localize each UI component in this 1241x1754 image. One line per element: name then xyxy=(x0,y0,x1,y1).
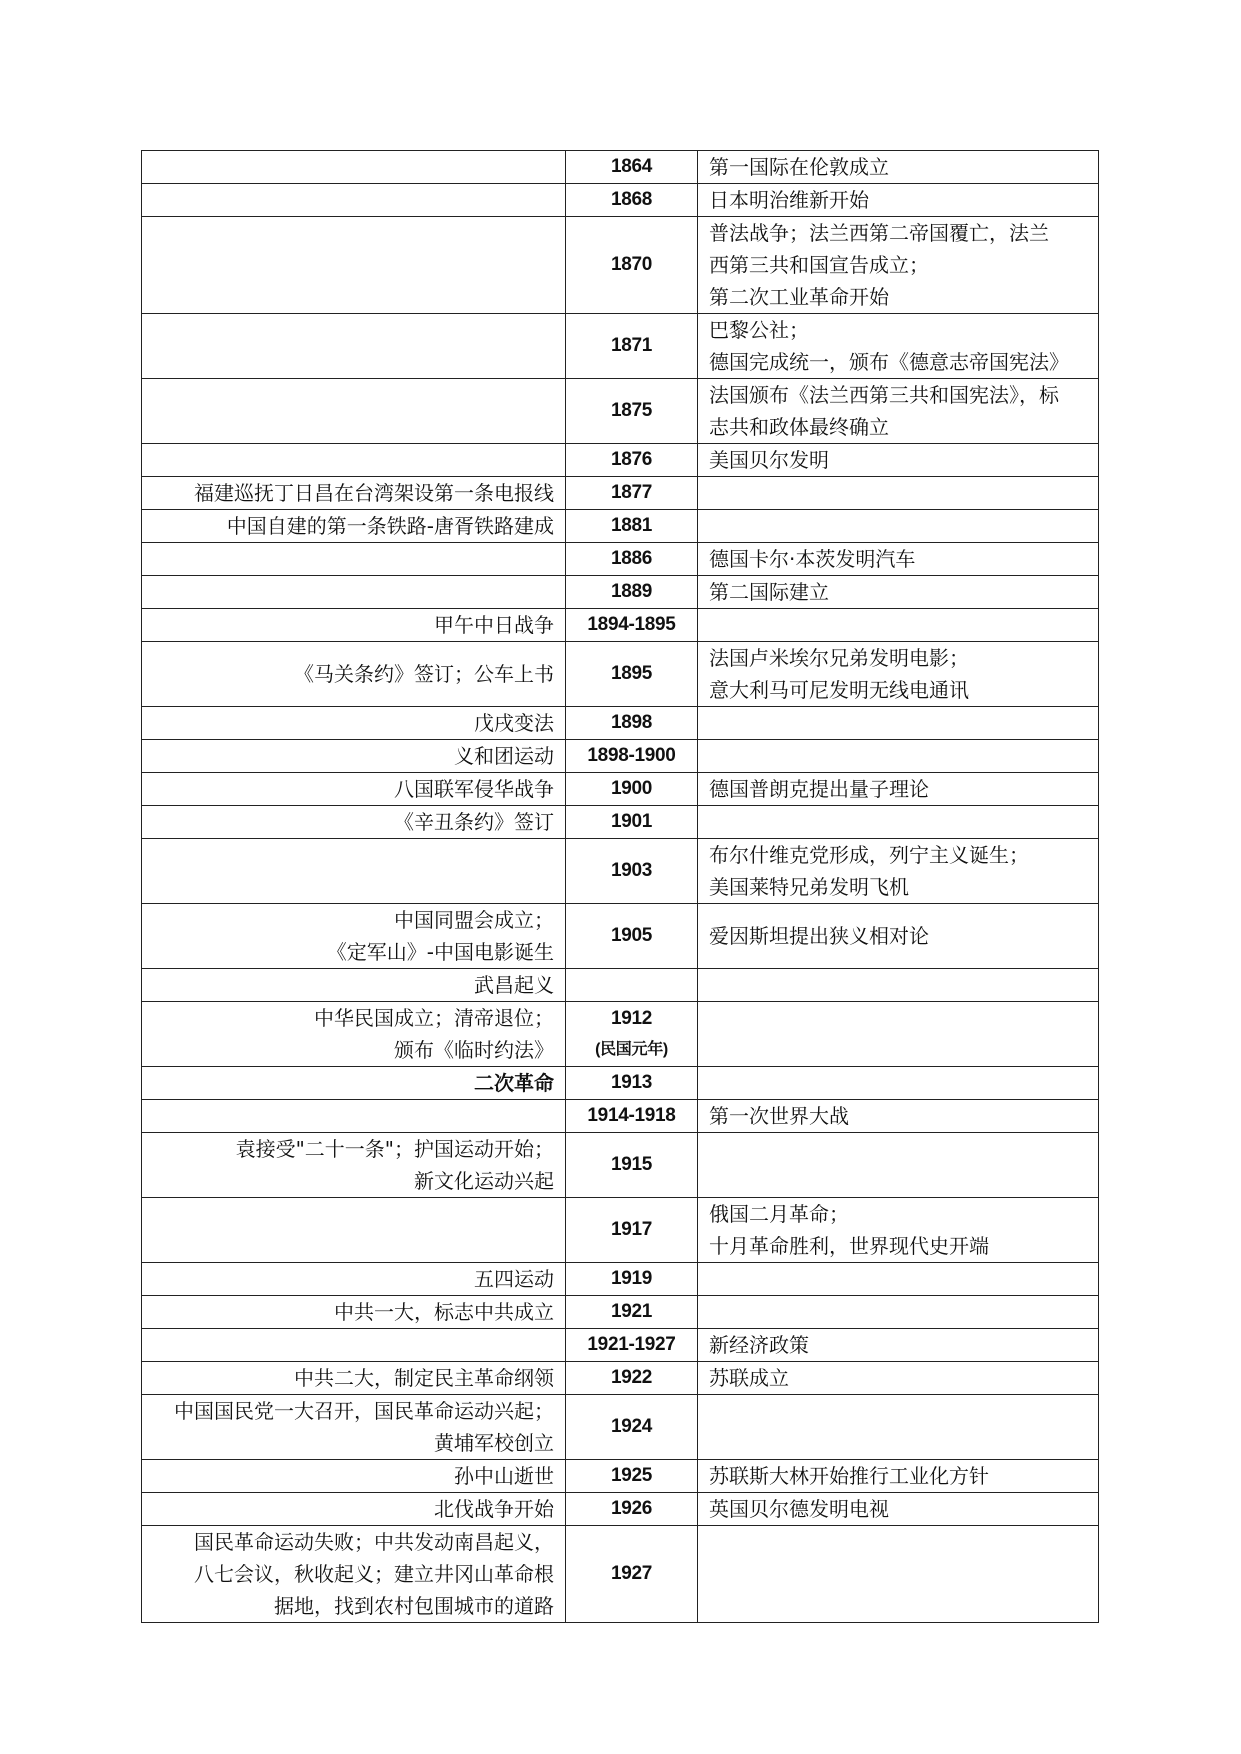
china-event-cell xyxy=(142,576,566,609)
cell-text-line: 新经济政策 xyxy=(709,1333,809,1357)
year-cell xyxy=(566,1526,698,1623)
cell-text-line: 据地，找到农村包围城市的道路 xyxy=(274,1594,554,1618)
cell-text-line: 1919 xyxy=(610,1268,653,1289)
world-event-cell xyxy=(698,576,1099,609)
cell-text-line: 1915 xyxy=(610,1154,653,1175)
cell-text-line: 中华民国成立；清帝退位； xyxy=(314,1006,554,1030)
cell-text-line: 德国卡尔·本茨发明汽车 xyxy=(709,547,916,571)
year-cell xyxy=(566,642,698,707)
year-cell xyxy=(566,1100,698,1133)
year-cell xyxy=(566,773,698,806)
table-row xyxy=(142,1263,1099,1296)
table-row xyxy=(142,1329,1099,1362)
cell-text-line: 1875 xyxy=(610,400,653,421)
cell-text-line: 1895 xyxy=(610,663,653,684)
year-cell xyxy=(566,379,698,444)
china-event-cell xyxy=(142,1198,566,1263)
table-row xyxy=(142,1133,1099,1198)
year-cell xyxy=(566,1395,698,1460)
cell-text-line: 1886 xyxy=(610,548,653,569)
cell-text-line: 美国莱特兄弟发明飞机 xyxy=(709,875,909,899)
china-event-cell xyxy=(142,1133,566,1198)
world-event-cell xyxy=(698,184,1099,217)
cell-text-line: 1876 xyxy=(610,449,653,470)
world-event-cell xyxy=(698,1329,1099,1362)
world-event-cell xyxy=(698,707,1099,740)
year-cell xyxy=(566,740,698,773)
china-event-cell xyxy=(142,773,566,806)
table-row xyxy=(142,1100,1099,1133)
year-cell xyxy=(566,1362,698,1395)
year-cell xyxy=(566,1133,698,1198)
cell-text-line: 第一国际在伦敦成立 xyxy=(709,155,889,179)
cell-text-line: 日本明治维新开始 xyxy=(709,188,869,212)
table-row xyxy=(142,184,1099,217)
cell-text-line: 1901 xyxy=(610,811,653,832)
table-row xyxy=(142,379,1099,444)
world-event-cell xyxy=(698,969,1099,1002)
year-cell xyxy=(566,217,698,314)
china-event-cell xyxy=(142,314,566,379)
table-row xyxy=(142,609,1099,642)
cell-text-line: 巴黎公社； xyxy=(709,318,809,342)
cell-text-line: 中共二大，制定民主革命纲领 xyxy=(294,1366,554,1390)
cell-text-line: 中国同盟会成立； xyxy=(394,908,554,932)
cell-text-line: 二次革命 xyxy=(474,1071,554,1095)
world-event-cell xyxy=(698,314,1099,379)
world-event-cell xyxy=(698,773,1099,806)
world-event-cell xyxy=(698,904,1099,969)
table-row xyxy=(142,576,1099,609)
cell-text-line: 第一次世界大战 xyxy=(709,1104,849,1128)
year-cell xyxy=(566,1198,698,1263)
china-event-cell xyxy=(142,510,566,543)
table-row xyxy=(142,510,1099,543)
cell-text-line: 1917 xyxy=(610,1219,653,1240)
china-event-cell xyxy=(142,969,566,1002)
world-event-cell xyxy=(698,543,1099,576)
table-row xyxy=(142,839,1099,904)
cell-text-line: 法国颁布《法兰西第三共和国宪法》，标 xyxy=(709,383,1059,407)
world-event-cell xyxy=(698,510,1099,543)
cell-text-line: 1894-1895 xyxy=(587,614,676,635)
cell-text-line: 北伐战争开始 xyxy=(434,1497,554,1521)
year-cell xyxy=(566,707,698,740)
timeline-body xyxy=(142,151,1099,1623)
china-event-cell xyxy=(142,1002,566,1067)
world-event-cell xyxy=(698,477,1099,510)
world-event-cell xyxy=(698,1526,1099,1623)
table-row xyxy=(142,773,1099,806)
table-row xyxy=(142,707,1099,740)
year-cell xyxy=(566,510,698,543)
cell-text-line: 1921 xyxy=(610,1301,653,1322)
world-event-cell xyxy=(698,1067,1099,1100)
cell-text-line: 八国联军侵华战争 xyxy=(394,777,554,801)
year-cell xyxy=(566,1067,698,1100)
cell-text-line: 英国贝尔德发明电视 xyxy=(709,1497,889,1521)
world-event-cell xyxy=(698,379,1099,444)
china-event-cell xyxy=(142,1460,566,1493)
cell-text-line: 中国自建的第一条铁路-唐胥铁路建成 xyxy=(226,514,554,538)
china-event-cell xyxy=(142,184,566,217)
year-cell xyxy=(566,1493,698,1526)
year-cell xyxy=(566,1329,698,1362)
cell-text-line: 1912 xyxy=(610,1008,653,1029)
year-cell xyxy=(566,477,698,510)
china-event-cell xyxy=(142,1263,566,1296)
cell-text-line: 布尔什维克党形成，列宁主义诞生； xyxy=(709,843,1029,867)
cell-text-line: 德国普朗克提出量子理论 xyxy=(709,777,929,801)
year-cell xyxy=(566,806,698,839)
china-event-cell xyxy=(142,217,566,314)
world-event-cell xyxy=(698,642,1099,707)
cell-text-line: 第二次工业革命开始 xyxy=(709,285,889,309)
year-note: (民国元年) xyxy=(595,1041,668,1058)
cell-text-line: 1921-1927 xyxy=(587,1334,676,1355)
cell-text-line: 中国国民党一大召开，国民革命运动兴起； xyxy=(174,1399,554,1423)
table-row xyxy=(142,444,1099,477)
cell-text-line: 法国卢米埃尔兄弟发明电影； xyxy=(709,646,969,670)
cell-text-line: 西第三共和国宣告成立； xyxy=(709,253,929,277)
china-event-cell xyxy=(142,379,566,444)
cell-text-line: 国民革命运动失败；中共发动南昌起义， xyxy=(194,1530,554,1554)
cell-text-line: 孙中山逝世 xyxy=(454,1464,554,1488)
cell-text-line: 苏联成立 xyxy=(709,1366,789,1390)
table-row xyxy=(142,477,1099,510)
cell-text-line: 中共一大，标志中共成立 xyxy=(334,1300,554,1324)
cell-text-line: 《马关条约》签订；公车上书 xyxy=(294,662,554,686)
cell-text-line: 1877 xyxy=(610,482,653,503)
cell-text-line: 福建巡抚丁日昌在台湾架设第一条电报线 xyxy=(194,481,554,505)
china-event-cell xyxy=(142,543,566,576)
table-row xyxy=(142,1460,1099,1493)
cell-text-line: 意大利马可尼发明无线电通讯 xyxy=(709,678,969,702)
china-event-cell xyxy=(142,1100,566,1133)
cell-text-line: 1870 xyxy=(610,254,653,275)
world-event-cell xyxy=(698,1198,1099,1263)
cell-text-line: 《辛丑条约》签订 xyxy=(394,810,554,834)
year-cell xyxy=(566,609,698,642)
world-event-cell xyxy=(698,1493,1099,1526)
china-event-cell xyxy=(142,1526,566,1623)
cell-text-line: 1881 xyxy=(610,515,653,536)
cell-text-line: 1868 xyxy=(610,189,653,210)
table-row xyxy=(142,314,1099,379)
cell-text-line: 志共和政体最终确立 xyxy=(709,415,889,439)
cell-text-line: 十月革命胜利，世界现代史开端 xyxy=(709,1234,989,1258)
world-event-cell xyxy=(698,1133,1099,1198)
table-row xyxy=(142,969,1099,1002)
cell-text-line: 爱因斯坦提出狭义相对论 xyxy=(709,924,929,948)
cell-text-line: 1905 xyxy=(610,925,653,946)
cell-text-line: 1898 xyxy=(610,712,653,733)
china-event-cell xyxy=(142,904,566,969)
world-event-cell xyxy=(698,609,1099,642)
cell-text-line: 俄国二月革命； xyxy=(709,1202,849,1226)
china-event-cell xyxy=(142,839,566,904)
table-row xyxy=(142,1362,1099,1395)
china-event-cell xyxy=(142,1296,566,1329)
table-row xyxy=(142,1002,1099,1067)
cell-text-line: 义和团运动 xyxy=(454,744,554,768)
cell-text-line: 1914-1918 xyxy=(587,1105,676,1126)
cell-text-line: 1898-1900 xyxy=(587,745,676,766)
world-event-cell xyxy=(698,740,1099,773)
cell-text-line: 德国完成统一，颁布《德意志帝国宪法》 xyxy=(709,350,1069,374)
table-row xyxy=(142,1526,1099,1623)
table-row xyxy=(142,1296,1099,1329)
cell-text-line: 八七会议，秋收起义；建立井冈山革命根 xyxy=(194,1562,554,1586)
cell-text-line: 1871 xyxy=(610,335,653,356)
world-event-cell xyxy=(698,1263,1099,1296)
cell-text-line: 武昌起义 xyxy=(474,973,554,997)
china-event-cell xyxy=(142,1493,566,1526)
china-event-cell xyxy=(142,444,566,477)
year-cell xyxy=(566,576,698,609)
china-event-cell xyxy=(142,1067,566,1100)
cell-text-line: 1926 xyxy=(610,1498,653,1519)
year-cell xyxy=(566,444,698,477)
cell-text-line: 甲午中日战争 xyxy=(434,613,554,637)
table-row xyxy=(142,1198,1099,1263)
world-event-cell xyxy=(698,1002,1099,1067)
cell-text-line: 黄埔军校创立 xyxy=(434,1431,554,1455)
cell-text-line: 1913 xyxy=(610,1072,653,1093)
table-row xyxy=(142,543,1099,576)
table-row xyxy=(142,1493,1099,1526)
world-event-cell xyxy=(698,444,1099,477)
cell-text-line: 袁接受"二十一条"；护国运动开始； xyxy=(235,1137,554,1161)
china-event-cell xyxy=(142,740,566,773)
cell-text-line: 1889 xyxy=(610,581,653,602)
world-event-cell xyxy=(698,151,1099,184)
table-row xyxy=(142,1067,1099,1100)
year-cell xyxy=(566,904,698,969)
table-row xyxy=(142,642,1099,707)
china-event-cell xyxy=(142,1395,566,1460)
cell-text-line: 1925 xyxy=(610,1465,653,1486)
cell-text-line: 1900 xyxy=(610,778,653,799)
world-event-cell xyxy=(698,1296,1099,1329)
world-event-cell xyxy=(698,1362,1099,1395)
history-timeline-table xyxy=(141,150,1099,1623)
cell-text-line: 美国贝尔发明 xyxy=(709,448,829,472)
cell-text-line: 《定军山》-中国电影诞生 xyxy=(326,940,554,964)
table-row xyxy=(142,217,1099,314)
cell-text-line: 1927 xyxy=(610,1563,653,1584)
world-event-cell xyxy=(698,839,1099,904)
cell-text-line: 1924 xyxy=(610,1416,653,1437)
china-event-cell xyxy=(142,1362,566,1395)
cell-text-line: 戊戌变法 xyxy=(474,711,554,735)
cell-text-line: 1903 xyxy=(610,860,653,881)
cell-text-line: 1864 xyxy=(610,156,653,177)
cell-text-line: 第二国际建立 xyxy=(709,580,829,604)
year-cell xyxy=(566,1263,698,1296)
cell-text-line: 苏联斯大林开始推行工业化方针 xyxy=(709,1464,989,1488)
table-row xyxy=(142,806,1099,839)
year-cell xyxy=(566,184,698,217)
cell-text-line: 1922 xyxy=(610,1367,653,1388)
china-event-cell xyxy=(142,806,566,839)
china-event-cell xyxy=(142,609,566,642)
world-event-cell xyxy=(698,806,1099,839)
china-event-cell xyxy=(142,477,566,510)
year-cell xyxy=(566,543,698,576)
year-cell xyxy=(566,1460,698,1493)
china-event-cell xyxy=(142,151,566,184)
world-event-cell xyxy=(698,1100,1099,1133)
world-event-cell xyxy=(698,1460,1099,1493)
year-cell xyxy=(566,969,698,1002)
world-event-cell xyxy=(698,1395,1099,1460)
table-row xyxy=(142,1395,1099,1460)
china-event-cell xyxy=(142,642,566,707)
world-event-cell xyxy=(698,217,1099,314)
china-event-cell xyxy=(142,707,566,740)
year-cell xyxy=(566,314,698,379)
table-row xyxy=(142,904,1099,969)
year-cell xyxy=(566,1002,698,1067)
cell-text-line: 颁布《临时约法》 xyxy=(394,1038,554,1062)
table-row xyxy=(142,740,1099,773)
cell-text-line: 新文化运动兴起 xyxy=(414,1169,554,1193)
cell-text-line: 普法战争；法兰西第二帝国覆亡，法兰 xyxy=(709,221,1049,245)
year-cell xyxy=(566,1296,698,1329)
cell-text-line: 五四运动 xyxy=(474,1267,554,1291)
china-event-cell xyxy=(142,1329,566,1362)
year-cell xyxy=(566,151,698,184)
year-cell xyxy=(566,839,698,904)
table-row xyxy=(142,151,1099,184)
